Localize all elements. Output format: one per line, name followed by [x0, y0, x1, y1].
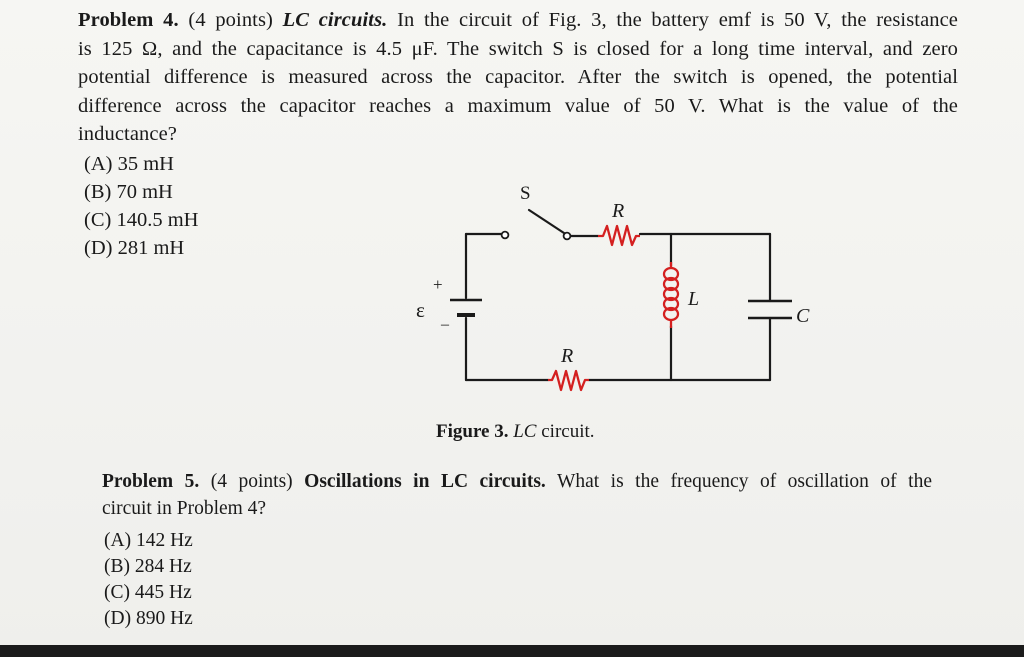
- capacitor-label: C: [796, 305, 810, 327]
- problem-5-line-1: [102, 468, 932, 495]
- problem-4-line-5: inductance?: [78, 123, 177, 146]
- resistor-top: [598, 226, 640, 245]
- problem-4-points: (4 points): [188, 9, 273, 31]
- figure-caption: [436, 421, 595, 443]
- problem-5-option-c: (C) 445 Hz: [104, 582, 192, 603]
- switch-contact-right: [564, 233, 571, 240]
- problem-4-line-4: difference across the capacitor reaches a maximum value of 50 V. What is the value of the: [78, 94, 958, 117]
- problem-5-option-d: (D) 890 Hz: [104, 608, 193, 629]
- switch-label: S: [520, 183, 531, 204]
- emf-label: ε: [416, 298, 425, 322]
- problem-4-option-c: (C) 140.5 mH: [84, 209, 199, 231]
- figure-caption-lc: LC: [513, 421, 537, 442]
- problem-4-option-b: (B) 70 mH: [84, 181, 173, 203]
- battery-plus-sign: +: [433, 275, 443, 294]
- problem-5-text: [102, 468, 932, 522]
- problem-5-option-b: (B) 284 Hz: [104, 556, 192, 577]
- problem-5-line-2: circuit in Problem 4?: [102, 498, 267, 519]
- problem-4-option-a: (A) 35 mH: [84, 153, 174, 175]
- photo-bottom-edge: [0, 645, 1024, 657]
- figure-caption-label: Figure 3.: [436, 421, 509, 442]
- problem-4-line-3: potential difference is measured across the capacitor. After the switch is opened, the potential: [78, 66, 958, 89]
- resistor-bottom-label: R: [561, 345, 574, 367]
- battery-minus-sign: –: [441, 316, 449, 333]
- problem-4-topic: LC circuits.: [282, 9, 388, 31]
- resistor-bottom: [548, 371, 589, 390]
- problem-5-line-1-rest: What is the frequency of oscillation of the: [556, 471, 932, 492]
- switch-blade: [529, 210, 567, 235]
- problem-4-option-d: (D) 281 mH: [84, 237, 185, 259]
- problem-5-points: (4 points): [210, 471, 293, 492]
- problem-4-line-2: is 125 Ω, and the capacitance is 4.5 μF. The switch S is closed for a long time interval, and zero: [78, 37, 958, 60]
- inductor-coil: [664, 268, 678, 320]
- inductor-label: L: [688, 288, 700, 310]
- problem-4-label: Problem 4.: [78, 9, 179, 31]
- figure-caption-rest: circuit.: [541, 421, 595, 442]
- problem-5-label: Problem 5.: [102, 471, 200, 492]
- resistor-top-label: R: [612, 200, 625, 222]
- problem-5-option-a: (A) 142 Hz: [104, 530, 193, 551]
- switch-contact-left: [502, 232, 509, 239]
- problem-4-line-1-rest: In the circuit of Fig. 3, the battery emf is 50 V, the resistance: [397, 9, 959, 31]
- problem-5-topic: Oscillations in LC circuits.: [304, 471, 546, 492]
